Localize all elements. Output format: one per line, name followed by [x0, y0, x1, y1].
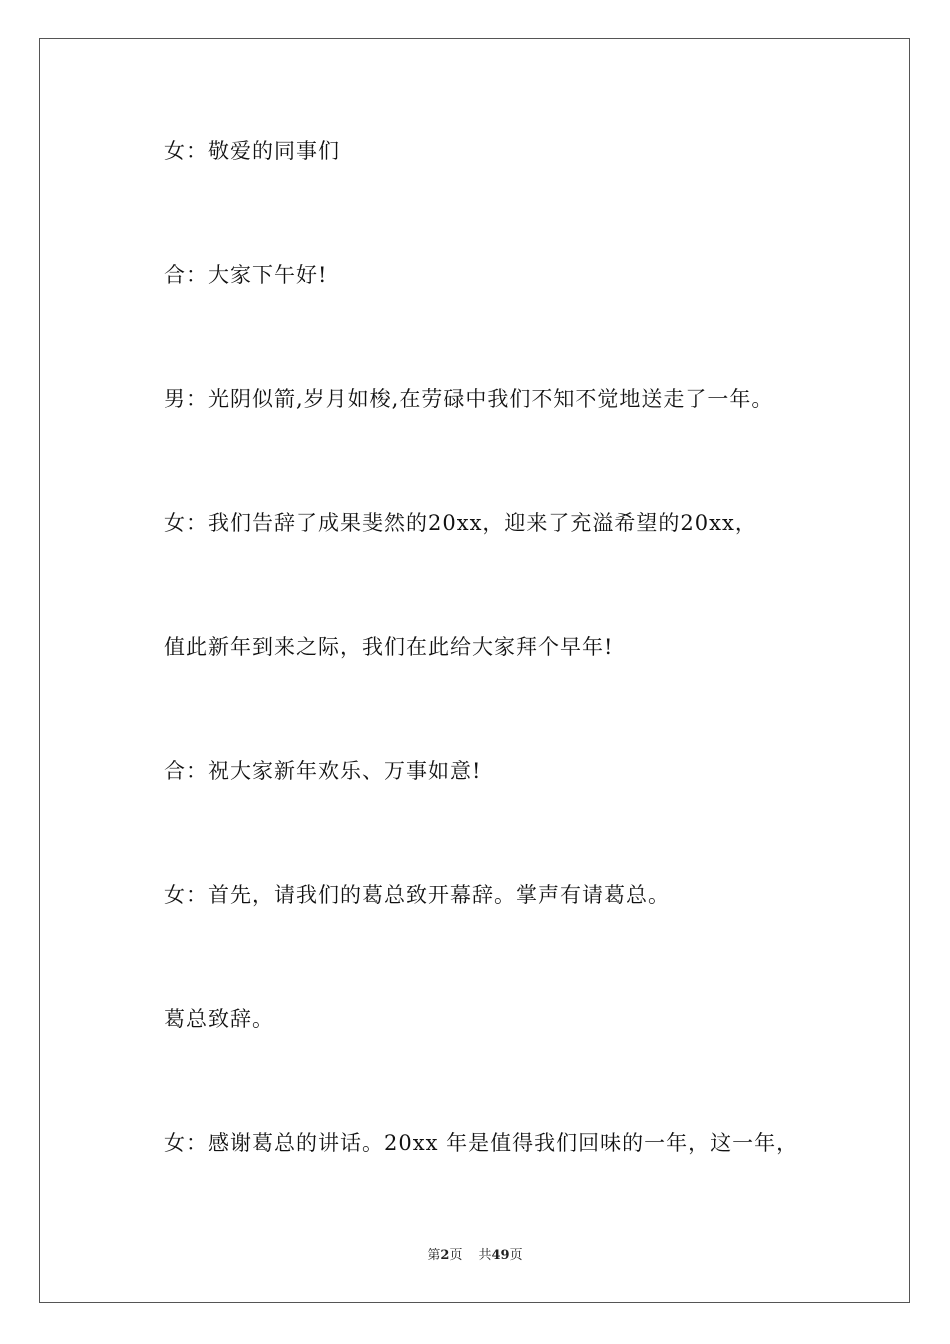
page-number: 2	[440, 1248, 450, 1263]
page-prefix: 第	[427, 1248, 441, 1263]
text-line: 值此新年到来之际，我们在此给大家拜个早年!	[164, 635, 614, 659]
text-line: 合：大家下午好!	[164, 263, 328, 287]
text-line: 女：我们告辞了成果斐然的20xx，迎来了充溢希望的20xx，	[164, 511, 757, 535]
text-line: 男：光阴似箭,岁月如梭,在劳碌中我们不知不觉地送走了一年。	[164, 387, 774, 411]
page-suffix: 页	[449, 1248, 463, 1263]
text-line: 葛总致辞。	[164, 1007, 274, 1031]
total-prefix: 共	[478, 1248, 492, 1263]
total-pages: 49	[491, 1248, 510, 1263]
total-suffix: 页	[509, 1248, 523, 1263]
text-line: 合：祝大家新年欢乐、万事如意!	[164, 759, 482, 783]
page-frame	[39, 38, 910, 1303]
text-line: 女：首先，请我们的葛总致开幕辞。掌声有请葛总。	[164, 883, 670, 907]
text-line: 女：感谢葛总的讲话。20xx 年是值得我们回味的一年，这一年，	[164, 1131, 799, 1155]
page-footer	[0, 1247, 950, 1265]
text-line: 女：敬爱的同事们	[164, 139, 340, 163]
